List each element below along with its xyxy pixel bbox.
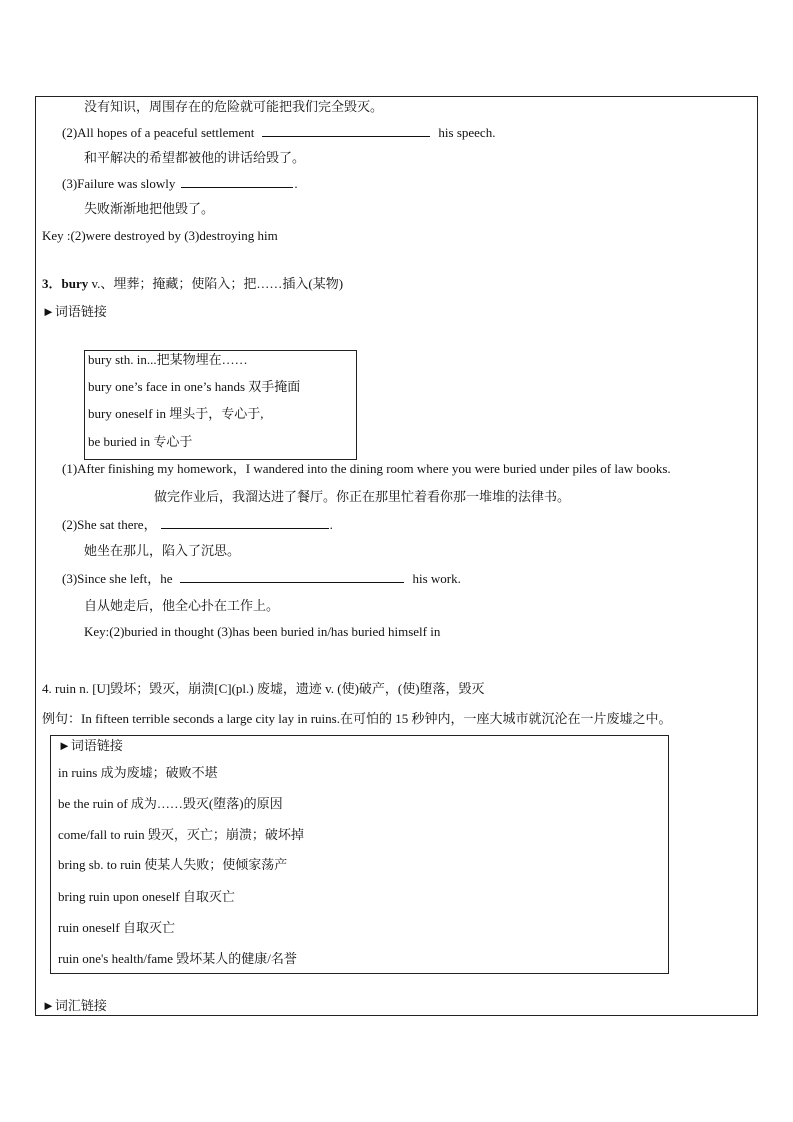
- translation-line: 她坐在那儿，陷入了沉思。: [84, 543, 241, 558]
- answer-blank[interactable]: [161, 516, 329, 529]
- answer-blank[interactable]: [181, 175, 293, 188]
- example-sentence: 例句：In fifteen terrible seconds a large city lay in ruins.在可怕的 15 秒钟内，一座大城市就沉沦在一片废墟之中。: [42, 711, 672, 726]
- section-heading-ruin: 4. ruin n. [U]毁坏；毁灭，崩溃[C](pl.) 废墟，遗迹 v. (使)破产，(使)堕落，毁灭: [42, 681, 485, 696]
- exercise-text: his work.: [412, 571, 461, 586]
- phrase-item: be the ruin of 成为……毁灭(堕落)的原因: [58, 796, 283, 811]
- phrase-item: ruin one's health/fame 毁坏某人的健康/名誉: [58, 951, 297, 966]
- item-number: 3．: [42, 276, 62, 291]
- exercise-text: (2)All hopes of a peaceful settlement: [62, 125, 255, 140]
- phrase-item: come/fall to ruin 毁灭，灭亡；崩溃；破坏掉: [58, 827, 304, 842]
- answer-blank[interactable]: [262, 124, 430, 137]
- phrase-item: in ruins 成为废墟；破败不堪: [58, 765, 218, 780]
- exercise-text: (3)Failure was slowly: [62, 176, 176, 191]
- answer-key: Key:(2)buried in thought (3)has been buried in/has buried himself in: [84, 624, 441, 639]
- exercise-2: [62, 124, 495, 141]
- exercise-text: (2)She sat there，: [62, 517, 157, 532]
- example-sentence: (1)After finishing my homework，I wandered into the dining room where you were buried under piles of law books.: [62, 461, 671, 476]
- vocab-link-label: ►词汇链接: [42, 998, 107, 1013]
- phrase-item: bury oneself in 埋头于，专心于,: [88, 406, 264, 421]
- section-heading-bury: [42, 276, 343, 292]
- exercise-2: [62, 516, 333, 533]
- answer-blank[interactable]: [180, 570, 404, 583]
- translation-line: 没有知识，周围存在的危险就可能把我们完全毁灭。: [84, 99, 384, 114]
- translation-line: 自从她走后，他全心扑在工作上。: [84, 598, 280, 613]
- headword: bury: [61, 276, 89, 291]
- translation-line: 和平解决的希望都被他的讲话给毁了。: [84, 150, 306, 165]
- phrase-item: bring sb. to ruin 使某人失败；使倾家荡产: [58, 857, 288, 872]
- word-link-label: ►词语链接: [58, 738, 123, 753]
- answer-key: Key :(2)were destroyed by (3)destroying him: [42, 228, 278, 243]
- word-link-label: ►词语链接: [42, 304, 107, 319]
- exercise-text: (3)Since she left，he: [62, 571, 173, 586]
- phrase-item: bury sth. in...把某物埋在……: [88, 352, 248, 367]
- phrase-item: ruin oneself 自取灭亡: [58, 920, 175, 935]
- exercise-3: [62, 175, 298, 192]
- exercise-text: .: [329, 517, 333, 532]
- phrase-item: bury one’s face in one’s hands 双手掩面: [88, 379, 301, 394]
- phrase-item: bring ruin upon oneself 自取灭亡: [58, 889, 235, 904]
- phrase-item: be buried in 专心于: [88, 434, 193, 449]
- definition: v.、埋葬；掩藏；使陷入；把……插入(某物): [91, 276, 344, 291]
- translation-line: 失败渐渐地把他毁了。: [84, 201, 215, 216]
- exercise-3: [62, 570, 461, 587]
- exercise-text: his speech.: [438, 125, 496, 140]
- translation-line: 做完作业后，我溜达进了餐厅。你正在那里忙着看你那一堆堆的法律书。: [154, 489, 571, 504]
- exercise-text: .: [294, 176, 298, 191]
